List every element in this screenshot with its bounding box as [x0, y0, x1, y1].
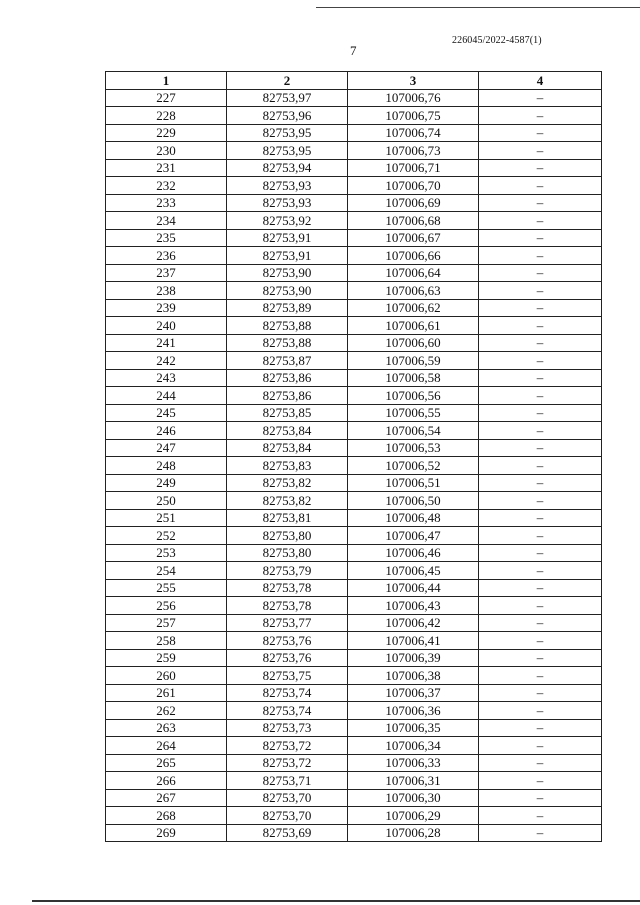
table-cell: 107006,41 — [348, 632, 479, 650]
table-row — [106, 597, 602, 615]
table-cell: – — [479, 754, 602, 772]
table-cell: 82753,76 — [227, 632, 348, 650]
column-header: 2 — [227, 72, 348, 90]
table-cell: 82753,74 — [227, 702, 348, 720]
table-cell: – — [479, 632, 602, 650]
table-row — [106, 474, 602, 492]
table-cell: 240 — [106, 317, 227, 335]
table-row — [106, 649, 602, 667]
table-cell: 107006,75 — [348, 107, 479, 125]
table-cell: – — [479, 457, 602, 475]
table-row — [106, 702, 602, 720]
table-row — [106, 89, 602, 107]
table-cell: – — [479, 474, 602, 492]
table-cell: 82753,88 — [227, 317, 348, 335]
table-cell: 243 — [106, 369, 227, 387]
table-row — [106, 212, 602, 230]
table-cell: 231 — [106, 159, 227, 177]
table-cell: 107006,28 — [348, 824, 479, 842]
table-cell: 107006,36 — [348, 702, 479, 720]
table-cell: 267 — [106, 789, 227, 807]
page-number: 7 — [350, 43, 357, 58]
table-row — [106, 334, 602, 352]
table-cell: 253 — [106, 544, 227, 562]
table-cell: 107006,63 — [348, 282, 479, 300]
table-row — [106, 544, 602, 562]
table-cell: 236 — [106, 247, 227, 265]
table-cell: 107006,30 — [348, 789, 479, 807]
table-cell: 82753,70 — [227, 807, 348, 825]
table-cell: 82753,87 — [227, 352, 348, 370]
table-cell: 254 — [106, 562, 227, 580]
table-row — [106, 492, 602, 510]
table-cell: 107006,60 — [348, 334, 479, 352]
table-cell: 107006,62 — [348, 299, 479, 317]
table-cell: 264 — [106, 737, 227, 755]
table-cell: 107006,35 — [348, 719, 479, 737]
table-cell: 82753,70 — [227, 789, 348, 807]
table-cell: 107006,38 — [348, 667, 479, 685]
table-cell: 82753,88 — [227, 334, 348, 352]
table-cell: 82753,78 — [227, 597, 348, 615]
table-cell: 107006,44 — [348, 579, 479, 597]
table-row — [106, 194, 602, 212]
table-cell: 239 — [106, 299, 227, 317]
table-cell: – — [479, 212, 602, 230]
table-cell: 249 — [106, 474, 227, 492]
table-row — [106, 457, 602, 475]
table-cell: 248 — [106, 457, 227, 475]
table-cell: 107006,58 — [348, 369, 479, 387]
table-cell: 107006,76 — [348, 89, 479, 107]
table-cell: 82753,97 — [227, 89, 348, 107]
table-cell: – — [479, 439, 602, 457]
table-cell: 82753,86 — [227, 387, 348, 405]
table-cell: 107006,52 — [348, 457, 479, 475]
table-row — [106, 439, 602, 457]
table-row — [106, 807, 602, 825]
table-cell: 82753,76 — [227, 649, 348, 667]
table-cell: 229 — [106, 124, 227, 142]
table-row — [106, 684, 602, 702]
table-cell: – — [479, 772, 602, 790]
table-cell: – — [479, 107, 602, 125]
table-row — [106, 719, 602, 737]
table-row — [106, 562, 602, 580]
table-cell: 107006,48 — [348, 509, 479, 527]
table-cell: – — [479, 509, 602, 527]
table-cell: 82753,74 — [227, 684, 348, 702]
table-cell: 107006,39 — [348, 649, 479, 667]
table-row — [106, 299, 602, 317]
table-cell: 82753,93 — [227, 177, 348, 195]
table-row — [106, 632, 602, 650]
table-cell: 107006,74 — [348, 124, 479, 142]
table-cell: – — [479, 562, 602, 580]
table-cell: 82753,75 — [227, 667, 348, 685]
table-cell: 82753,84 — [227, 422, 348, 440]
table-cell: 107006,51 — [348, 474, 479, 492]
table-cell: 107006,29 — [348, 807, 479, 825]
table-cell: 82753,72 — [227, 754, 348, 772]
table-cell: – — [479, 387, 602, 405]
table-cell: 227 — [106, 89, 227, 107]
table-cell: 228 — [106, 107, 227, 125]
table-cell: – — [479, 719, 602, 737]
table-cell: – — [479, 597, 602, 615]
table-cell: 260 — [106, 667, 227, 685]
table-row — [106, 107, 602, 125]
table-cell: – — [479, 544, 602, 562]
table-cell: 82753,95 — [227, 142, 348, 160]
table-cell: 232 — [106, 177, 227, 195]
table-cell: – — [479, 229, 602, 247]
table-cell: – — [479, 159, 602, 177]
table-cell: 107006,53 — [348, 439, 479, 457]
table-cell: – — [479, 702, 602, 720]
table-cell: 107006,55 — [348, 404, 479, 422]
table-cell: 255 — [106, 579, 227, 597]
table-row — [106, 177, 602, 195]
table-cell: – — [479, 124, 602, 142]
coordinates-table — [105, 71, 602, 842]
table-cell: 242 — [106, 352, 227, 370]
table-cell: 82753,72 — [227, 737, 348, 755]
table-cell: 107006,31 — [348, 772, 479, 790]
table-cell: – — [479, 737, 602, 755]
table-cell: 82753,82 — [227, 492, 348, 510]
table-cell: 82753,73 — [227, 719, 348, 737]
table-cell: – — [479, 527, 602, 545]
table-row — [106, 824, 602, 842]
table-row — [106, 387, 602, 405]
table-row — [106, 737, 602, 755]
table-cell: – — [479, 649, 602, 667]
table-cell: – — [479, 684, 602, 702]
table-cell: – — [479, 667, 602, 685]
table-cell: 82753,69 — [227, 824, 348, 842]
table-cell: 234 — [106, 212, 227, 230]
table-cell: 233 — [106, 194, 227, 212]
table-cell: 107006,68 — [348, 212, 479, 230]
table-cell: 230 — [106, 142, 227, 160]
table-cell: 107006,73 — [348, 142, 479, 160]
table-cell: 107006,66 — [348, 247, 479, 265]
table-cell: 82753,85 — [227, 404, 348, 422]
table-cell: 82753,79 — [227, 562, 348, 580]
table-cell: – — [479, 142, 602, 160]
table-cell: 268 — [106, 807, 227, 825]
table-cell: – — [479, 789, 602, 807]
top-rule — [316, 7, 640, 8]
table-cell: 265 — [106, 754, 227, 772]
table-cell: 245 — [106, 404, 227, 422]
table-cell: 107006,70 — [348, 177, 479, 195]
table-cell: 82753,80 — [227, 544, 348, 562]
table-cell: – — [479, 807, 602, 825]
table-cell: 82753,83 — [227, 457, 348, 475]
table-cell: 82753,91 — [227, 247, 348, 265]
table-cell: – — [479, 614, 602, 632]
table-row — [106, 527, 602, 545]
table-cell: 82753,80 — [227, 527, 348, 545]
table-cell: 263 — [106, 719, 227, 737]
column-header: 1 — [106, 72, 227, 90]
table-cell: 107006,54 — [348, 422, 479, 440]
table-cell: 82753,77 — [227, 614, 348, 632]
table-row — [106, 159, 602, 177]
table-row — [106, 404, 602, 422]
table-cell: 259 — [106, 649, 227, 667]
table-cell: 82753,94 — [227, 159, 348, 177]
table-row — [106, 229, 602, 247]
table-cell: 107006,34 — [348, 737, 479, 755]
table-cell: 107006,61 — [348, 317, 479, 335]
table-cell: 107006,45 — [348, 562, 479, 580]
table-cell: 258 — [106, 632, 227, 650]
table-cell: 246 — [106, 422, 227, 440]
table-cell: – — [479, 404, 602, 422]
table-cell: 247 — [106, 439, 227, 457]
table-row — [106, 579, 602, 597]
table-cell: 107006,33 — [348, 754, 479, 772]
table-row — [106, 614, 602, 632]
table-cell: – — [479, 282, 602, 300]
table-cell: 82753,93 — [227, 194, 348, 212]
table-cell: 82753,96 — [227, 107, 348, 125]
table-cell: 82753,84 — [227, 439, 348, 457]
table-cell: 235 — [106, 229, 227, 247]
table-cell: – — [479, 89, 602, 107]
table-cell: – — [479, 579, 602, 597]
table-cell: 262 — [106, 702, 227, 720]
table-cell: – — [479, 824, 602, 842]
table-cell: – — [479, 369, 602, 387]
table-cell: 82753,78 — [227, 579, 348, 597]
table-cell: 82753,90 — [227, 282, 348, 300]
table-cell: 82753,82 — [227, 474, 348, 492]
table-cell: – — [479, 334, 602, 352]
table-cell: 244 — [106, 387, 227, 405]
table-cell: 257 — [106, 614, 227, 632]
table-cell: 107006,64 — [348, 264, 479, 282]
table-row — [106, 509, 602, 527]
table-cell: 266 — [106, 772, 227, 790]
table-cell: 82753,71 — [227, 772, 348, 790]
table-cell: – — [479, 299, 602, 317]
table-cell: 250 — [106, 492, 227, 510]
table-row — [106, 369, 602, 387]
table-cell: 82753,95 — [227, 124, 348, 142]
table-cell: 269 — [106, 824, 227, 842]
table-row — [106, 352, 602, 370]
table-cell: 82753,81 — [227, 509, 348, 527]
table-row — [106, 789, 602, 807]
table-cell: 82753,92 — [227, 212, 348, 230]
table-cell: – — [479, 264, 602, 282]
table-cell: – — [479, 247, 602, 265]
table-row — [106, 754, 602, 772]
table-row — [106, 422, 602, 440]
table-cell: 237 — [106, 264, 227, 282]
table-cell: 251 — [106, 509, 227, 527]
table-header-row — [106, 72, 602, 90]
table-cell: 107006,69 — [348, 194, 479, 212]
table-cell: 107006,43 — [348, 597, 479, 615]
table-cell: – — [479, 317, 602, 335]
table-cell: 82753,90 — [227, 264, 348, 282]
table-cell: 107006,37 — [348, 684, 479, 702]
table-cell: 107006,56 — [348, 387, 479, 405]
table-cell: 238 — [106, 282, 227, 300]
column-header: 3 — [348, 72, 479, 90]
table-cell: 252 — [106, 527, 227, 545]
table-row — [106, 247, 602, 265]
table-cell: 261 — [106, 684, 227, 702]
table-row — [106, 667, 602, 685]
table-row — [106, 282, 602, 300]
table-cell: – — [479, 177, 602, 195]
table-cell: 82753,91 — [227, 229, 348, 247]
table-cell: 82753,86 — [227, 369, 348, 387]
table-cell: – — [479, 194, 602, 212]
document-number: 226045/2022-4587(1) — [452, 35, 542, 46]
table-cell: 107006,50 — [348, 492, 479, 510]
table-cell: 107006,67 — [348, 229, 479, 247]
table-row — [106, 317, 602, 335]
table-body — [106, 89, 602, 842]
column-header: 4 — [479, 72, 602, 90]
table-cell: 256 — [106, 597, 227, 615]
table-row — [106, 124, 602, 142]
table-cell: 241 — [106, 334, 227, 352]
table-cell: 82753,89 — [227, 299, 348, 317]
table-row — [106, 264, 602, 282]
table-row — [106, 142, 602, 160]
table-cell: 107006,71 — [348, 159, 479, 177]
table-cell: 107006,59 — [348, 352, 479, 370]
table-cell: 107006,47 — [348, 527, 479, 545]
table-cell: 107006,46 — [348, 544, 479, 562]
table-cell: – — [479, 492, 602, 510]
table-row — [106, 772, 602, 790]
bottom-rule — [32, 900, 640, 902]
table-cell: 107006,42 — [348, 614, 479, 632]
table-cell: – — [479, 352, 602, 370]
table-cell: – — [479, 422, 602, 440]
